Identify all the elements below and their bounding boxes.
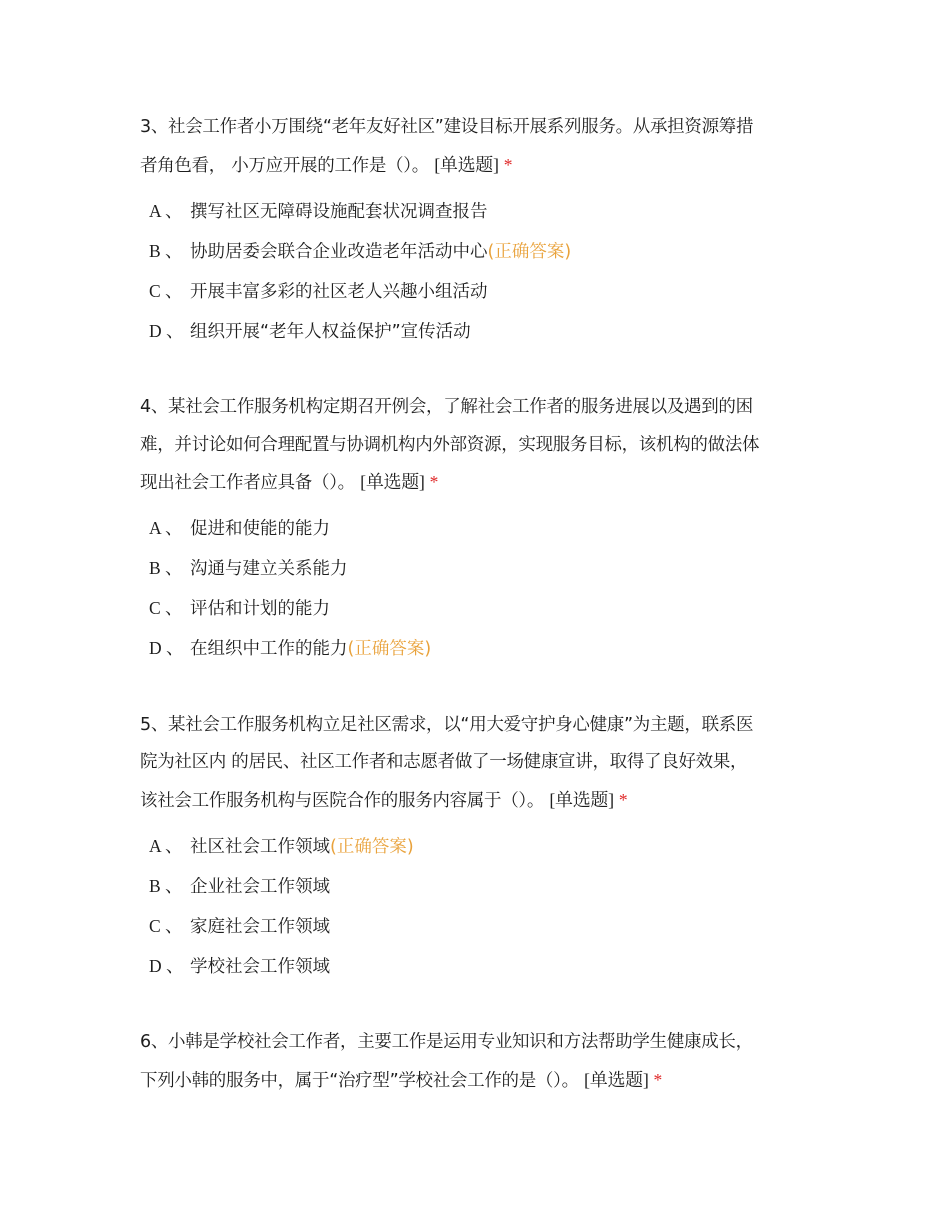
question-line-text: 3、社会工作者小万围绕“老年友好社区”建设目标开展系列服务。从承担资源筹措 (140, 117, 754, 137)
option-text: 协助居委会联合企业改造老年活动中心 (190, 241, 488, 262)
required-mark: * (503, 154, 513, 175)
option-text: 组织开展“老年人权益保护”宣传活动 (190, 321, 471, 342)
question-line (140, 744, 840, 782)
question-line (140, 707, 840, 745)
question-type-tag: [单选题] (584, 1069, 649, 1090)
question-line-text: 现出社会工作者应具备（）。 (140, 473, 355, 493)
question-line (140, 147, 840, 185)
answer-option[interactable] (140, 231, 840, 271)
question-block (140, 389, 840, 668)
option-letter: B 、 (149, 240, 183, 261)
question-type-tag: [单选题] (549, 789, 614, 810)
answer-option[interactable] (140, 271, 840, 311)
question-block (140, 109, 840, 351)
correct-answer-label: (正确答案) (347, 639, 432, 659)
question-text (140, 109, 840, 184)
option-letter: D 、 (149, 955, 184, 976)
document-page (140, 71, 840, 1106)
option-text: 沟通与建立关系能力 (190, 559, 348, 579)
answer-option[interactable] (140, 311, 840, 351)
option-letter: C 、 (149, 915, 183, 936)
question-line (140, 1024, 840, 1062)
option-letter: A 、 (149, 200, 183, 221)
question-line-text: 5、某社会工作服务机构立足社区需求，以“用大爱守护身心健康”为主题，联系医 (140, 714, 754, 735)
option-letter: A 、 (149, 835, 183, 856)
option-text: 企业社会工作领域 (190, 876, 330, 897)
correct-answer-label: (正确答案) (487, 241, 572, 262)
option-text: 开展丰富多彩的社区老人兴趣小组活动 (190, 281, 488, 302)
correct-answer-label: (正确答案) (330, 836, 414, 857)
question-line (140, 782, 840, 820)
required-mark: * (653, 1069, 662, 1090)
question-text (140, 1024, 840, 1099)
question-type-tag: [单选题] (434, 154, 499, 175)
answer-option[interactable] (140, 191, 840, 231)
option-letter: D 、 (149, 320, 184, 341)
option-letter: C 、 (149, 598, 183, 618)
answer-option[interactable] (140, 508, 840, 548)
answer-option[interactable] (140, 906, 840, 946)
option-letter: B 、 (149, 558, 183, 578)
answer-option[interactable] (140, 628, 840, 668)
option-text: 促进和使能的能力 (190, 519, 330, 539)
option-text: 社区社会工作领域 (190, 836, 330, 857)
question-line-text: 下列小韩的服务中，属于“治疗型”学校社会工作的是（）。 (140, 1070, 579, 1091)
option-text: 家庭社会工作领域 (190, 916, 330, 937)
question-line-text: 该社会工作服务机构与医院合作的服务内容属于（）。 (140, 790, 545, 811)
option-letter: C 、 (149, 280, 183, 301)
answer-option[interactable] (140, 946, 840, 986)
question-text (140, 389, 840, 502)
question-line (140, 389, 840, 427)
answer-option[interactable] (140, 548, 840, 588)
required-mark: * (618, 789, 628, 810)
question-block (140, 707, 840, 986)
option-text: 学校社会工作领域 (190, 956, 330, 977)
required-mark: * (429, 472, 439, 492)
option-text: 撰写社区无障碍设施配套状况调查报告 (190, 201, 488, 222)
question-line-text: 院为社区内 的居民、社区工作者和志愿者做了一场健康宣讲，取得了良好效果， (140, 752, 748, 772)
question-line (140, 1062, 840, 1100)
question-line (140, 109, 840, 147)
question-line-text: 6、小韩是学校社会工作者，主要工作是运用专业知识和方法帮助学生健康成长， (140, 1032, 753, 1052)
option-letter: A 、 (149, 518, 183, 538)
answer-option[interactable] (140, 826, 840, 866)
question-line-text: 者角色看， 小万应开展的工作是（）。 (140, 155, 429, 176)
option-text: 在组织中工作的能力 (190, 639, 348, 659)
answer-option[interactable] (140, 866, 840, 906)
question-line (140, 427, 840, 465)
question-block (140, 1024, 840, 1099)
question-text (140, 707, 840, 820)
question-line-text: 4、某社会工作服务机构定期召开例会，了解社会工作者的服务进展以及遇到的困 (140, 397, 753, 417)
option-letter: D 、 (149, 638, 184, 658)
answer-option[interactable] (140, 588, 840, 628)
question-line-text: 难，并讨论如何合理配置与协调机构内外部资源，实现服务目标，该机构的做法体 (140, 434, 760, 455)
option-letter: B 、 (149, 875, 183, 896)
option-text: 评估和计划的能力 (190, 599, 330, 619)
question-line (140, 464, 840, 502)
question-type-tag: [单选题] (360, 472, 425, 492)
